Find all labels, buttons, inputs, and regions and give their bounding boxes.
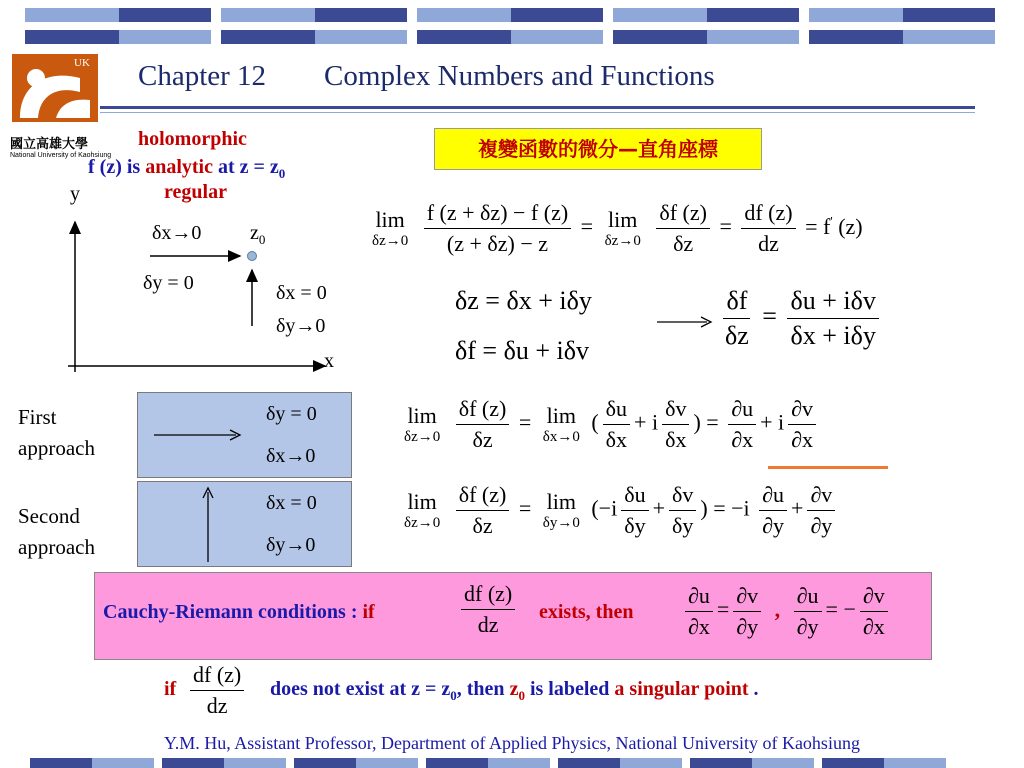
holomorphic-label: holomorphic (138, 128, 247, 150)
singular-derivative: $\frac{df (z)}{dz}$ (186, 662, 248, 719)
cauchy-riemann-box (94, 572, 932, 660)
footer-credit: Y.M. Hu, Assistant Professor, Department of Applied Physics, National University of Kaohsiung (164, 733, 860, 753)
x-axis-label: x (324, 350, 334, 372)
first-approach-box (137, 392, 352, 478)
header-bar-group (221, 8, 407, 44)
regular-label: regular (164, 181, 227, 203)
university-name-en: National University of Kaohsiung (10, 152, 112, 159)
first-dx-to-zero: δx→0 (266, 445, 316, 467)
cauchy-riemann-equations: $\frac{\partial u}{\partial x}$ = $\frac{\partial v}{\partial y}$ , $\frac{\partial u}{\partial y}$ = − $\frac{\partial v}{\partial x}$ (681, 583, 892, 640)
df-equation: δf = δu + iδv (455, 336, 589, 365)
title-rule (100, 106, 975, 109)
second-approach-arrow-icon (198, 486, 218, 564)
cauchy-riemann-label: Cauchy-Riemann conditions : if (103, 601, 375, 623)
second-approach-equation: lim δz→0 $\frac{\delta f (z)}{\delta z}$ = lim δy→0 (−i $\frac{\delta u}{\delta y}$ + $\frac{\delta v}{\delta y}$ ) = −i $\frac{\partial u}{\partial y}$ + $\frac{\partial v}{\partial y}$ (404, 482, 839, 539)
point-z0 (248, 252, 257, 261)
header-bar-group (25, 8, 211, 44)
first-dy-zero: δy = 0 (266, 403, 317, 425)
section-banner: 複變函數的微分—直角座標 (434, 128, 762, 170)
logo-emblem-icon (10, 52, 100, 124)
exists-then-label: exists, then (539, 601, 634, 623)
second-dx-zero: δx = 0 (266, 492, 317, 514)
page-title: Chapter 12 Complex Numbers and Functions (138, 60, 715, 92)
coordinate-diagram (60, 180, 350, 380)
dz-equation: δz = δx + iδy (455, 286, 592, 315)
implies-arrow (655, 312, 715, 332)
header-bar-group (809, 8, 995, 44)
singular-statement: does not exist at $z = z_0$, then $z_0$ is labeled a singular point . (270, 678, 759, 703)
footer-decoration (30, 758, 1005, 768)
dy-zero-label: δy = 0 (143, 272, 194, 294)
university-name-cn: 國立高雄大學 (10, 137, 89, 152)
dx-zero-label: δx = 0 (276, 282, 327, 304)
dy-to-zero-label: δy→0 (276, 315, 326, 337)
first-approach-label: First approach (18, 405, 95, 460)
singular-if: if (164, 678, 177, 700)
limit-definition-equation: lim δz→0 $\frac{f (z + \delta z) - f (z)}{(z + \delta z) - z}$ = lim δz→0 $\frac{\delta f (z)}{\delta z}$ = $\frac{df (z)}{dz}$ = f' (z) (372, 200, 863, 256)
first-approach-equation: lim δz→0 $\frac{\delta f (z)}{\delta z}$ = lim δx→0 ( $\frac{\delta u}{\delta x}$ + i $\frac{\delta v}{\delta x}$ ) = $\frac{\partial u}{\partial x}$ + i $\frac{\partial v}{\partial x}$ (404, 396, 820, 453)
title-rule-thin (100, 112, 975, 113)
cauchy-derivative: $\frac{df (z)}{dz}$ (457, 581, 519, 638)
first-approach-arrow-icon (152, 425, 244, 445)
dx-to-zero-label: δx→0 (152, 222, 202, 244)
analytic-statement: f (z) is analytic at $z = z_0$ (88, 156, 286, 181)
ratio-equation: $\frac{\delta f}{\delta z}$ = $\frac{\text{δu + iδv}}{\text{δx + iδy}}$ (718, 286, 883, 351)
header-bar-group (417, 8, 603, 44)
header-bar-group (613, 8, 799, 44)
z0-label: $z_0$ (250, 222, 266, 247)
y-axis-label: y (70, 183, 80, 205)
second-dy-to-zero: δy→0 (266, 534, 316, 556)
header-decoration (25, 8, 1000, 44)
highlight-underline (768, 466, 888, 469)
university-logo (10, 52, 112, 159)
logo-badge: UK (74, 57, 90, 69)
second-approach-label: Second approach (18, 504, 95, 559)
second-approach-box (137, 481, 352, 567)
